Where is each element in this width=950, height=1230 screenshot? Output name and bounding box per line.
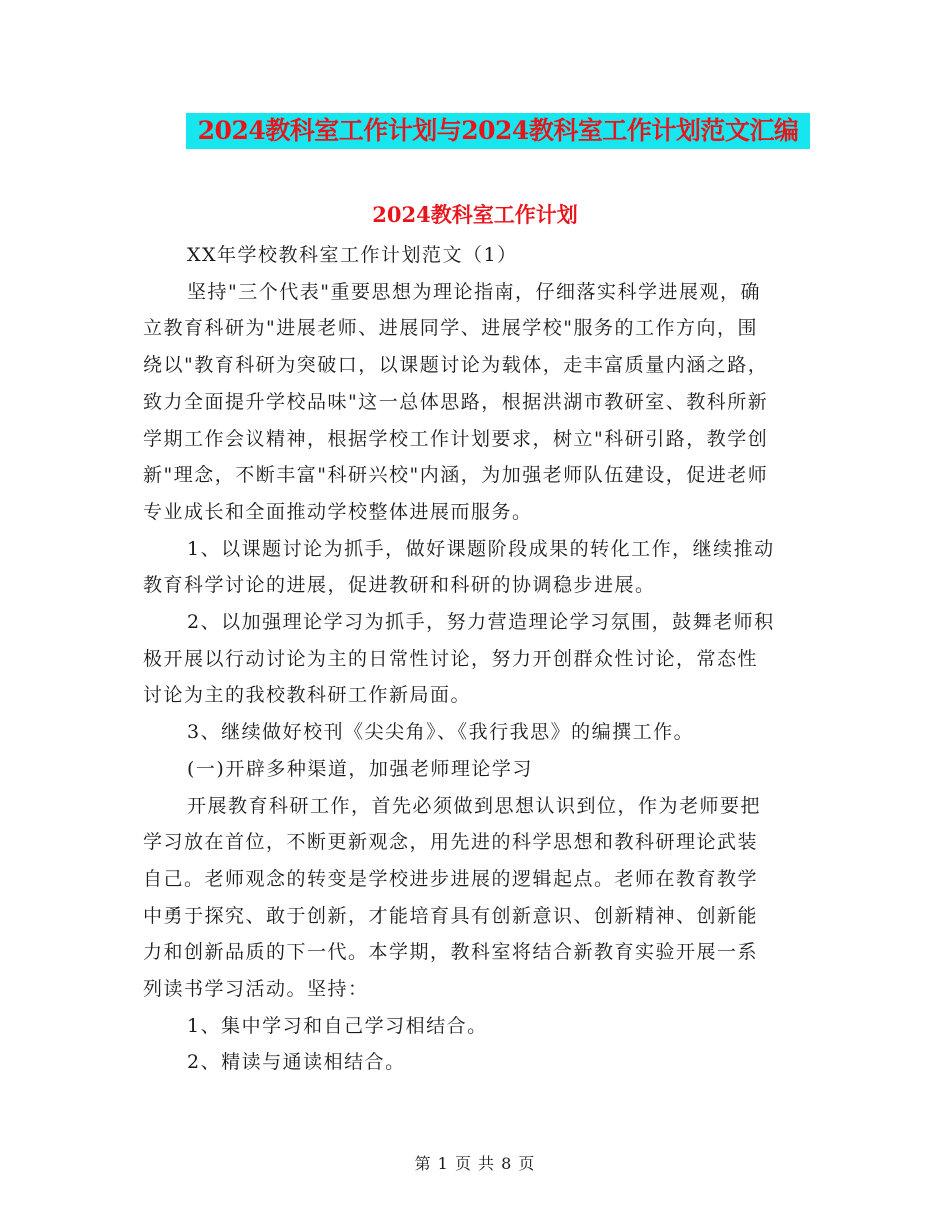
paragraph-line: 立教育科研为"进展老师、进展同学、进展学校"服务的工作方向，围 <box>143 317 758 340</box>
paragraph-line: 学期工作会议精神，根据学校工作计划要求，树立"科研引路，教学创 <box>143 427 769 450</box>
paragraph-line: 开展教育科研工作，首先必须做到思想认识到位，作为老师要把 <box>187 794 762 817</box>
paragraph-line: 绕以"教育科研为突破口，以课题讨论为载体，走丰富质量内涵之路， <box>143 354 769 377</box>
paragraph-line: 力和创新品质的下一代。本学期，教科室将结合新教育实验开展一系 <box>143 941 759 964</box>
paragraph-line: 1、以课题讨论为抓手，做好课题阶段成果的转化工作，继续推动 <box>187 537 775 560</box>
paragraph-line: 2、以加强理论学习为抓手，努力营造理论学习氛围，鼓舞老师积 <box>187 611 775 634</box>
paragraph <box>143 1044 811 1081</box>
section-title: 2024教科室工作计划 <box>372 202 578 227</box>
paragraph-line: 1、集中学习和自己学习相结合。 <box>187 1014 488 1037</box>
paragraph-line: (一)开辟多种渠道，加强老师理论学习 <box>187 757 533 780</box>
paragraph-line: 致力全面提升学校品味"这一总体思路，根据洪湖市教研室、教科所新 <box>143 390 769 413</box>
paragraph <box>143 788 811 1008</box>
paragraph <box>143 751 811 788</box>
paragraph-line: 新"理念，不断丰富"科研兴校"内涵，为加强老师队伍建设，促进老师 <box>143 464 769 487</box>
paragraph-line: 3、继续做好校刊《尖尖角》、《我行我思》的编撰工作。 <box>187 721 695 744</box>
paragraph-line: 自己。老师观念的转变是学校进步进展的逻辑起点。老师在教育教学 <box>143 867 759 890</box>
paragraph-line: 讨论为主的我校教科研工作新局面。 <box>143 684 472 707</box>
paragraph <box>143 1008 811 1045</box>
paragraph-line: 学习放在首位，不断更新观念，用先进的科学思想和教科研理论武装 <box>143 831 759 854</box>
paragraph <box>143 237 811 274</box>
main-title: 2024教科室工作计划与2024教科室工作计划范文汇编 <box>197 116 799 145</box>
paragraph <box>143 531 811 604</box>
paragraph-line: 中勇于探究、敢于创新，才能培育具有创新意识、创新精神、创新能 <box>143 904 759 927</box>
paragraph-line: 专业成长和全面推动学校整体进展而服务。 <box>143 500 533 523</box>
paragraph-line: XX年学校教科室工作计划范文（1） <box>187 244 518 266</box>
paragraph-line: 极开展以行动讨论为主的日常性讨论，努力开创群众性讨论，常态性 <box>143 647 759 670</box>
paragraph <box>143 274 811 531</box>
page-footer: 第 1 页 共 8 页 <box>414 1154 536 1173</box>
main-title-highlight <box>186 113 810 149</box>
paragraph-line: 教育科学讨论的进展，促进教研和科研的协调稳步进展。 <box>143 574 656 597</box>
paragraph-line: 2、精读与通读相结合。 <box>187 1051 406 1074</box>
paragraph-line: 列读书学习活动。坚持： <box>143 978 369 1001</box>
body-text <box>143 225 811 1081</box>
paragraph <box>143 714 811 751</box>
paragraph-line: 坚持"三个代表"重要思想为理论指南，仔细落实科学进展观，确 <box>187 280 761 303</box>
paragraph <box>143 604 811 714</box>
